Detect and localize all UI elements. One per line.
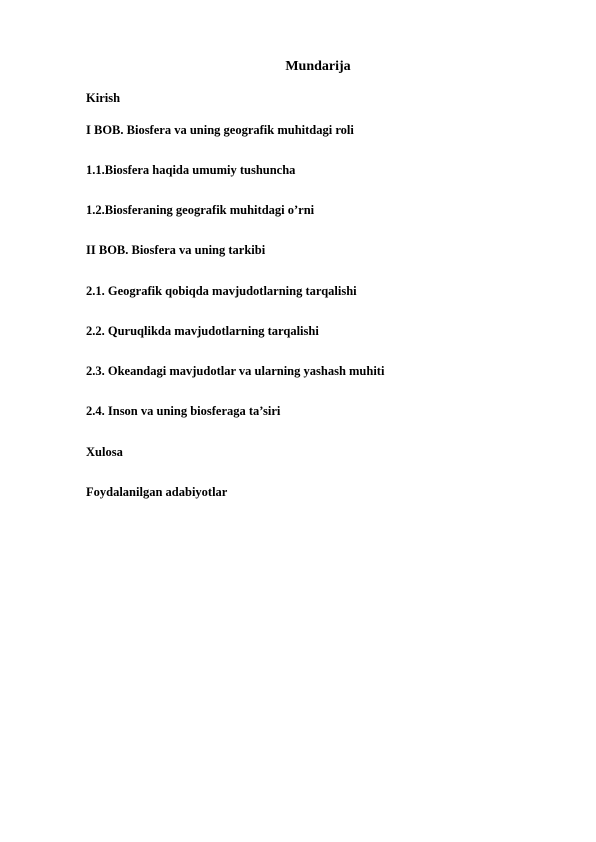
toc-entry-2-4: 2.4. Inson va uning biosferaga ta’siri	[86, 404, 281, 418]
toc-entry-2-3: 2.3. Okeandagi mavjudotlar va ularning yashash muhiti	[86, 364, 385, 378]
toc-entry-chapter-2: II BOB. Biosfera va uning tarkibi	[86, 243, 266, 257]
toc-title: Mundarija	[285, 59, 351, 74]
toc-entry-xulosa: Xulosa	[86, 445, 123, 459]
toc-entry-1-2: 1.2.Biosferaning geografik muhitdagi o’rni	[86, 203, 315, 217]
toc-entry-chapter-1: I BOB. Biosfera va uning geografik muhitdagi roli	[86, 123, 354, 137]
toc-entry-references: Foydalanilgan adabiyotlar	[86, 485, 228, 499]
toc-entry-kirish: Kirish	[86, 91, 121, 105]
toc-entry-2-2: 2.2. Quruqlikda mavjudotlarning tarqalishi	[86, 324, 319, 338]
toc-entry-1-1: 1.1.Biosfera haqida umumiy tushuncha	[86, 163, 296, 177]
toc-entry-2-1: 2.1. Geografik qobiqda mavjudotlarning tarqalishi	[86, 284, 357, 298]
